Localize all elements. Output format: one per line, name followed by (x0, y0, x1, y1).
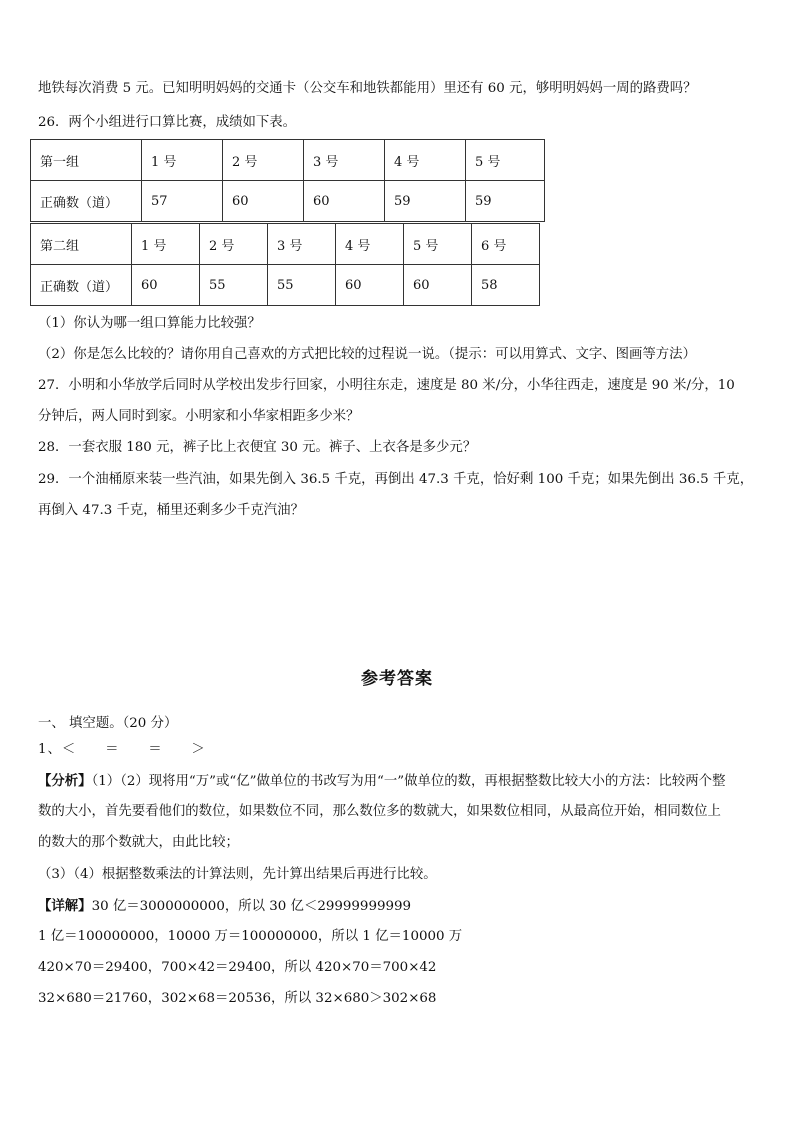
detail-line-1 (38, 897, 411, 916)
question-29-line-2: 再倒入 47.3 千克，桶里还剩多少千克汽油？ (38, 503, 304, 518)
table-cell: 55 (200, 265, 268, 306)
analysis-line-1 (38, 772, 725, 791)
table-cell: 5 号 (404, 224, 472, 265)
table-cell: 正确数（道） (31, 181, 142, 222)
table-cell: 1 号 (132, 224, 200, 265)
question-26: 26．两个小组进行口算比赛，成绩如下表。 (38, 115, 297, 130)
table-row (31, 265, 540, 306)
table-cell: 5 号 (466, 140, 545, 181)
table-cell: 60 (132, 265, 200, 306)
table-cell: 第一组 (31, 140, 142, 181)
analysis-line-3: 的数大的那个数就大，由此比较； (38, 835, 239, 850)
detail-label: 【详解】 (38, 898, 92, 914)
table-row (31, 140, 545, 181)
analysis-text: （1）（2）现将用“万”或“亿”做单位的书改写为用“一”做单位的数，再根据整数比较大小的方法：比较两个整 (91, 774, 726, 789)
table-cell: 3 号 (268, 224, 336, 265)
question-27-line-1: 27．小明和小华放学后同时从学校出发步行回家，小明往东走，速度是 80 米/分，小华往西走，速度是 90 米/分，10 (38, 378, 735, 393)
table-cell: 58 (472, 265, 540, 306)
table-cell: 2 号 (200, 224, 268, 265)
detail-line-2: 1 亿＝100000000，10000 万＝100000000，所以 1 亿＝10000 万 (38, 929, 463, 944)
question-25-tail: 地铁每次消费 5 元。已知明明妈妈的交通卡（公交车和地铁都能用）里还有 60 元，够明明妈妈一周的路费吗？ (38, 81, 697, 96)
detail-line-4: 32×680＝21760，302×68＝20536，所以 32×680＞302×68 (38, 991, 437, 1006)
table-cell: 59 (466, 181, 545, 222)
question-29-line-1: 29．一个油桶原来装一些汽油，如果先倒入 36.5 千克，再倒出 47.3 千克，恰好剩 100 千克；如果先倒出 36.5 千克， (38, 472, 754, 487)
group-1-table (30, 139, 545, 222)
detail-line-3: 420×70＝29400，700×42＝29400，所以 420×70＝700×42 (38, 960, 437, 975)
analysis-line-4: （3）（4）根据整数乘法的计算法则，先计算出结果后再进行比较。 (38, 867, 437, 882)
table-cell: 6 号 (472, 224, 540, 265)
section-heading: 一、 填空题。（20 分） (38, 716, 178, 731)
table-cell: 第二组 (31, 224, 132, 265)
question-27-line-2: 分钟后，两人同时到家。小明家和小华家相距多少米？ (38, 409, 360, 424)
detail-text: 30 亿＝3000000000，所以 30 亿＜29999999999 (91, 899, 412, 914)
table-row (31, 181, 545, 222)
table-cell: 55 (268, 265, 336, 306)
question-26-part-1: （1）你认为哪一组口算能力比较强？ (38, 316, 261, 331)
table-cell: 正确数（道） (31, 265, 132, 306)
table-cell: 60 (223, 181, 304, 222)
table-cell: 3 号 (304, 140, 385, 181)
table-cell: 57 (142, 181, 223, 222)
table-cell: 60 (336, 265, 404, 306)
analysis-line-2: 数的大小，首先要看他们的数位，如果数位不同，那么数位多的数就大，如果数位相同，从最高位开始，相同数位上 (38, 804, 721, 819)
table-cell: 2 号 (223, 140, 304, 181)
table-cell: 60 (304, 181, 385, 222)
analysis-label: 【分析】 (38, 773, 92, 789)
table-cell: 59 (385, 181, 466, 222)
group-2-table (30, 223, 540, 306)
table-cell: 1 号 (142, 140, 223, 181)
answer-1: 1、＜ ＝ ＝ ＞ (38, 742, 206, 757)
question-26-part-2: （2）你是怎么比较的？请你用自己喜欢的方式把比较的过程说一说。（提示：可以用算式、文字、图画等方法） (38, 347, 696, 362)
table-cell: 60 (404, 265, 472, 306)
answer-key-title: 参考答案 (361, 669, 433, 689)
table-row (31, 224, 540, 265)
table-cell: 4 号 (336, 224, 404, 265)
question-28: 28．一套衣服 180 元，裤子比上衣便宜 30 元。裤子、上衣各是多少元？ (38, 440, 477, 455)
table-cell: 4 号 (385, 140, 466, 181)
